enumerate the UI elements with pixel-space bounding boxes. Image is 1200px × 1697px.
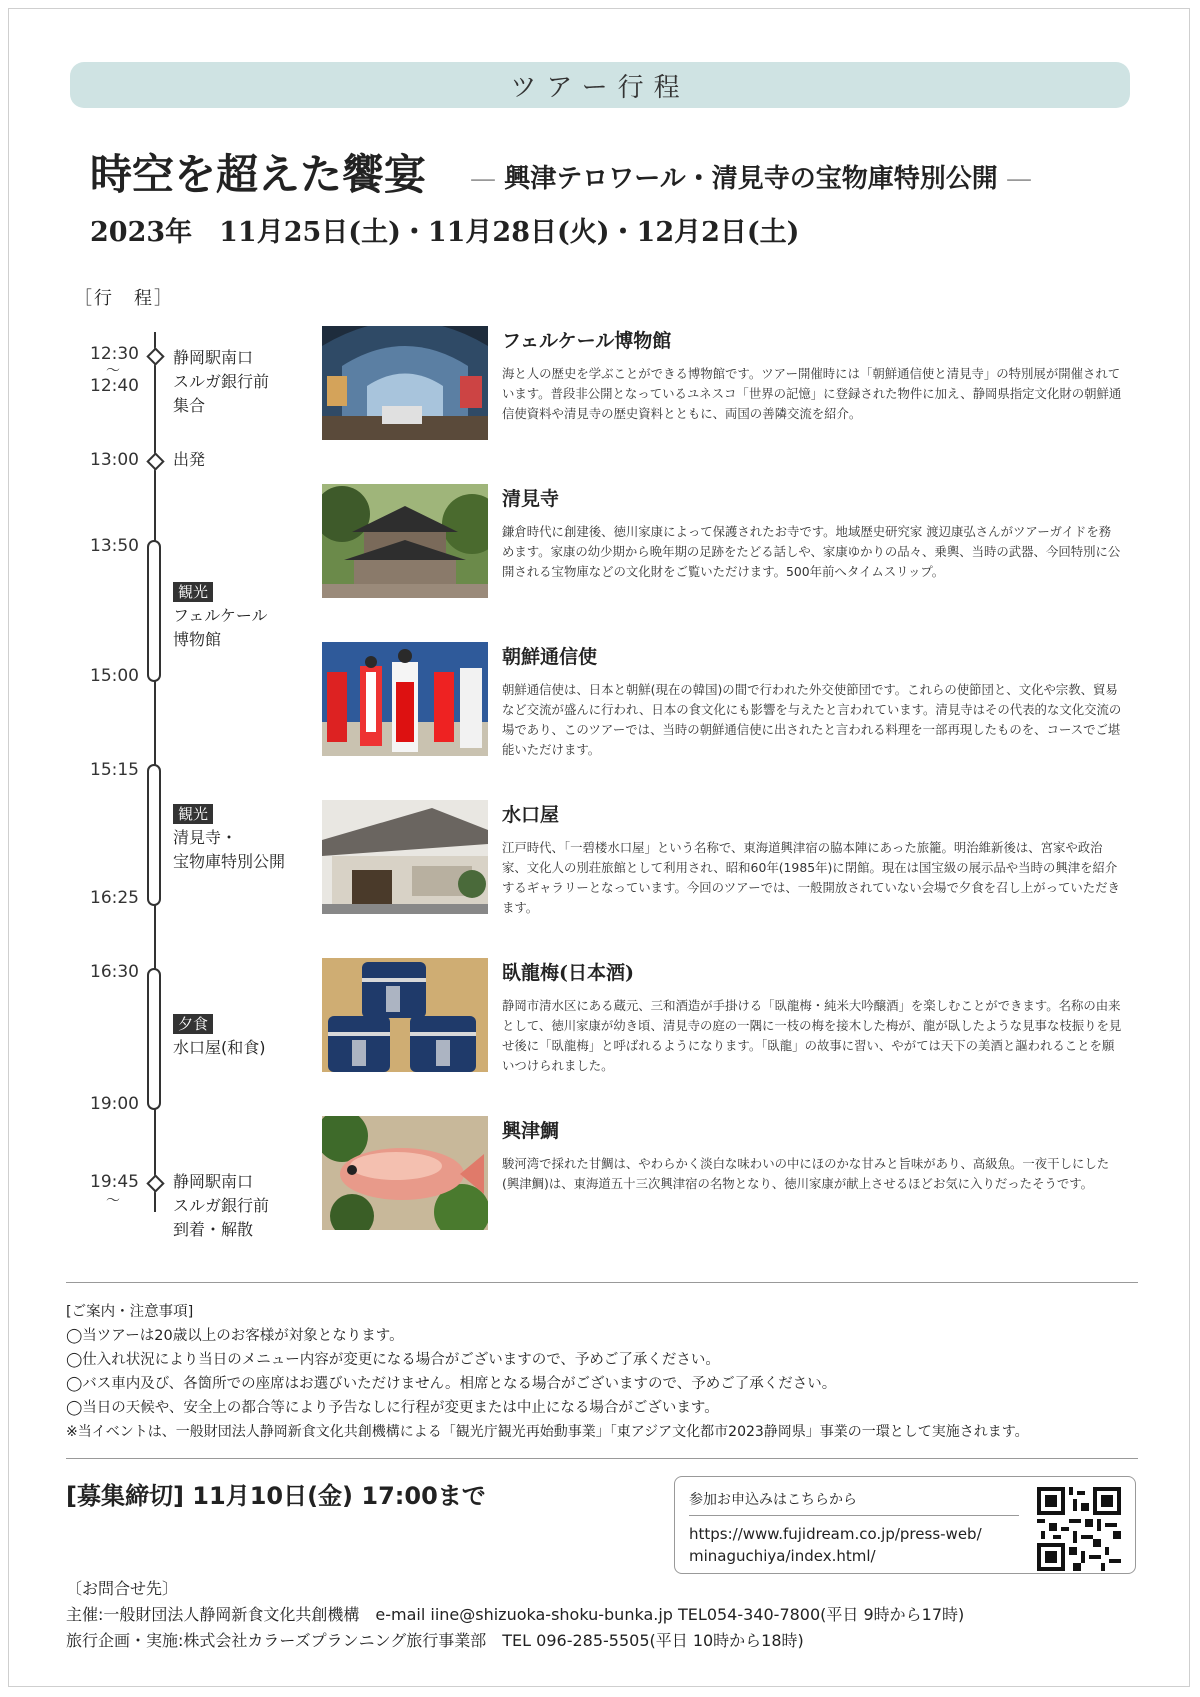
time-1515: 15:15 [90,760,139,780]
arrive-line: 静岡駅南口 [173,1172,254,1191]
note-line: ◯当ツアーは20歳以上のお客様が対象となります。 [66,1328,404,1344]
item-description: 江戸時代、「一碧楼水口屋」という名称で、東海道興津宿の脇本陣にあった旅籠。明治維新後は、宮家や政治家、文化人の別荘旅館として利用され、昭和60年(1985年)に閉館。現在は国宝級の展示品や当時の興津を紹介するギャラリーとなっています。今回のツアーでは、一般開放されていない会場で夕食を召し上がっていただきます。 [502,840,1120,915]
minaguchiya-photo [322,800,488,914]
item-temple [322,484,1130,604]
meet-line: 静岡駅南口 [173,348,254,367]
time-1230: 12:30 [90,344,139,364]
item-envoy [322,642,1130,762]
item-title: 臥龍梅(日本酒) [502,962,634,984]
apply-title: 参加お申込みはこちらから [689,1492,857,1508]
stop-line: 博物館 [173,630,222,649]
time-1945: 19:45 [90,1172,139,1192]
note-line: ◯仕入れ状況により当日のメニュー内容が変更になる場合がございますので、予めご了承ください。 [66,1352,720,1368]
subtitle-text: 興津テロワール・清見寺の宝物庫特別公開 [504,164,998,194]
item-title: 興津鯛 [502,1120,560,1142]
stop-temple [173,802,285,874]
page-subtitle: — 興津テロワール・清見寺の宝物庫特別公開 — [470,164,1033,194]
note-line: ◯当日の天候や、安全上の都合等により予告なしに行程が変更または中止になる場合がございます。 [66,1400,719,1416]
meet-line: 集合 [173,396,206,415]
note-line: ※当イベントは、一般財団法人静岡新食文化共創機構による「観光庁観光再始動事業」「東アジア文化都市2023静岡県」事業の一環として実施されます。 [66,1424,1029,1440]
contact-heading: 〔お問合せ先〕 [66,1579,179,1598]
item-title: 清見寺 [502,488,560,510]
time-1500: 15:00 [90,666,139,686]
dinner-tag: 夕食 [173,1014,213,1034]
time-tilde: 〜 [106,363,120,379]
stop-line: 宝物庫特別公開 [173,852,286,871]
url-line: minaguchiya/index.html/ [689,1547,876,1565]
item-minaguchiya [322,800,1130,920]
contact-line: 旅行企画・実施:株式会社カラーズプランニング旅行事業部 TEL 096-285-5505(平日 10時から18時) [66,1631,804,1650]
arrival-point [173,1170,269,1242]
item-description: 静岡市清水区にある蔵元、三和酒造が手掛ける「臥龍梅・純米大吟醸酒」を楽しむことができます。名称の由来として、徳川家康が幼き頃、清見寺の庭の一隅に一枝の梅を接木した梅が、龍が臥したような見事な枝振りを見せ後に「臥龍梅」と呼ばれるようになります。「臥龍」の故事に習い、やがては天下の美酒と謳われることを願いつけられました。 [502,998,1122,1073]
contact-section [66,1576,964,1654]
sightseeing-tag: 観光 [173,582,213,602]
item-title: 水口屋 [502,804,560,826]
time-tilde: 〜 [106,1193,120,1209]
item-description: 海と人の歴史を学ぶことができる博物館です。ツアー開催時には「朝鮮通信使と清見寺」の特別展が開催されています。普段非公開となっているユネスコ「世界の記憶」に登録された物件に加え、静岡県指定文化財の朝鮮通信使資料や清見寺の歴史資料とともに、両国の善隣交流を紹介。 [502,366,1122,421]
apply-url-link[interactable] [689,1523,982,1567]
section-banner: ツアー行程 [70,62,1130,108]
contact-line: 主催:一般財団法人静岡新食文化共創機構 e-mail iine@shizuoka-shoku-bunka.jp TEL054-340-7800(平日 9時から17時) [66,1605,965,1624]
apply-divider [689,1515,1019,1516]
item-museum [322,326,1130,446]
time-1350: 13:50 [90,536,139,556]
itinerary-label: ［行 程］ [74,288,174,309]
qr-code-icon[interactable] [1037,1487,1121,1571]
page-title: 時空を超えた饗宴 [90,150,427,199]
stop-line: 水口屋(和食) [173,1038,266,1057]
arrive-line: 到着・解散 [173,1220,254,1239]
stop-dinner [173,1012,266,1060]
stop-line: フェルケール [173,606,268,625]
notes-heading: [ご案内・注意事項] [66,1304,194,1320]
url-line: https://www.fujidream.co.jp/press-web/ [689,1525,982,1543]
application-deadline: [募集締切] 11月10日(金) 17:00まで [66,1482,486,1510]
item-description: 駿河湾で採れた甘鯛は、やわらかく淡白な味わいの中にほのかな甘みと旨味があり、高級魚。一夜干しにした(興津鯛)は、東海道五十三次興津宿の名物となり、徳川家康が献上させるほどお気に入りだったそうです。 [502,1156,1110,1191]
meeting-point [173,346,269,418]
divider [66,1458,1138,1459]
stop-line: 清見寺・ [173,828,238,847]
timeline-segment-museum [147,540,161,682]
item-garyubai [322,958,1130,1078]
museum-photo [322,326,488,440]
envoy-photo [322,642,488,756]
time-1900: 19:00 [90,1094,139,1114]
item-title: フェルケール博物館 [502,330,672,352]
timeline-segment-temple [147,764,161,906]
item-title: 朝鮮通信使 [502,646,598,668]
item-description: 鎌倉時代に創建後、徳川家康によって保護されたお寺です。地域歴史研究家 渡辺康弘さんがツアーガイドを務めます。家康の幼少期から晩年期の足跡をたどる話しや、家康ゆかりの品々、乗輿、当時の武器、今回特別に公開される宝物庫などの文化財をご覧いただけます。500年前へタイムスリップ。 [502,524,1121,579]
sake-photo [322,958,488,1072]
time-1630: 16:30 [90,962,139,982]
note-line: ◯バス車内及び、各箇所での座席はお選びいただけません。相席となる場合がございますので、予めご了承ください。 [66,1376,837,1392]
departure-label: 出発 [173,450,206,469]
notes-section [66,1300,1029,1444]
divider [66,1282,1138,1283]
item-okitsudai [322,1116,1130,1236]
arrive-line: スルガ銀行前 [173,1196,270,1215]
time-1625: 16:25 [90,888,139,908]
meet-line: スルガ銀行前 [173,372,270,391]
time-1240: 12:40 [90,376,139,396]
tour-dates: 2023年 11月25日(土)・11月28日(火)・12月2日(土) [90,217,800,248]
sightseeing-tag: 観光 [173,804,213,824]
application-box [674,1476,1136,1574]
temple-photo [322,484,488,598]
item-description: 朝鮮通信使は、日本と朝鮮(現在の韓国)の間で行われた外交使節団です。これらの使節団と、文化や宗教、貿易など交流が盛んに行われ、日本の食文化にも影響を与えたと言われています。清見寺はその代表的な文化交流の場であり、このツアーでは、当時の朝鮮通信使に出されたと言われる料理を一部再現したものを、コースでご堪能いただけます。 [502,682,1122,757]
stop-museum [173,580,268,652]
time-1300: 13:00 [90,450,139,470]
fish-photo [322,1116,488,1230]
timeline-segment-dinner [147,968,161,1110]
